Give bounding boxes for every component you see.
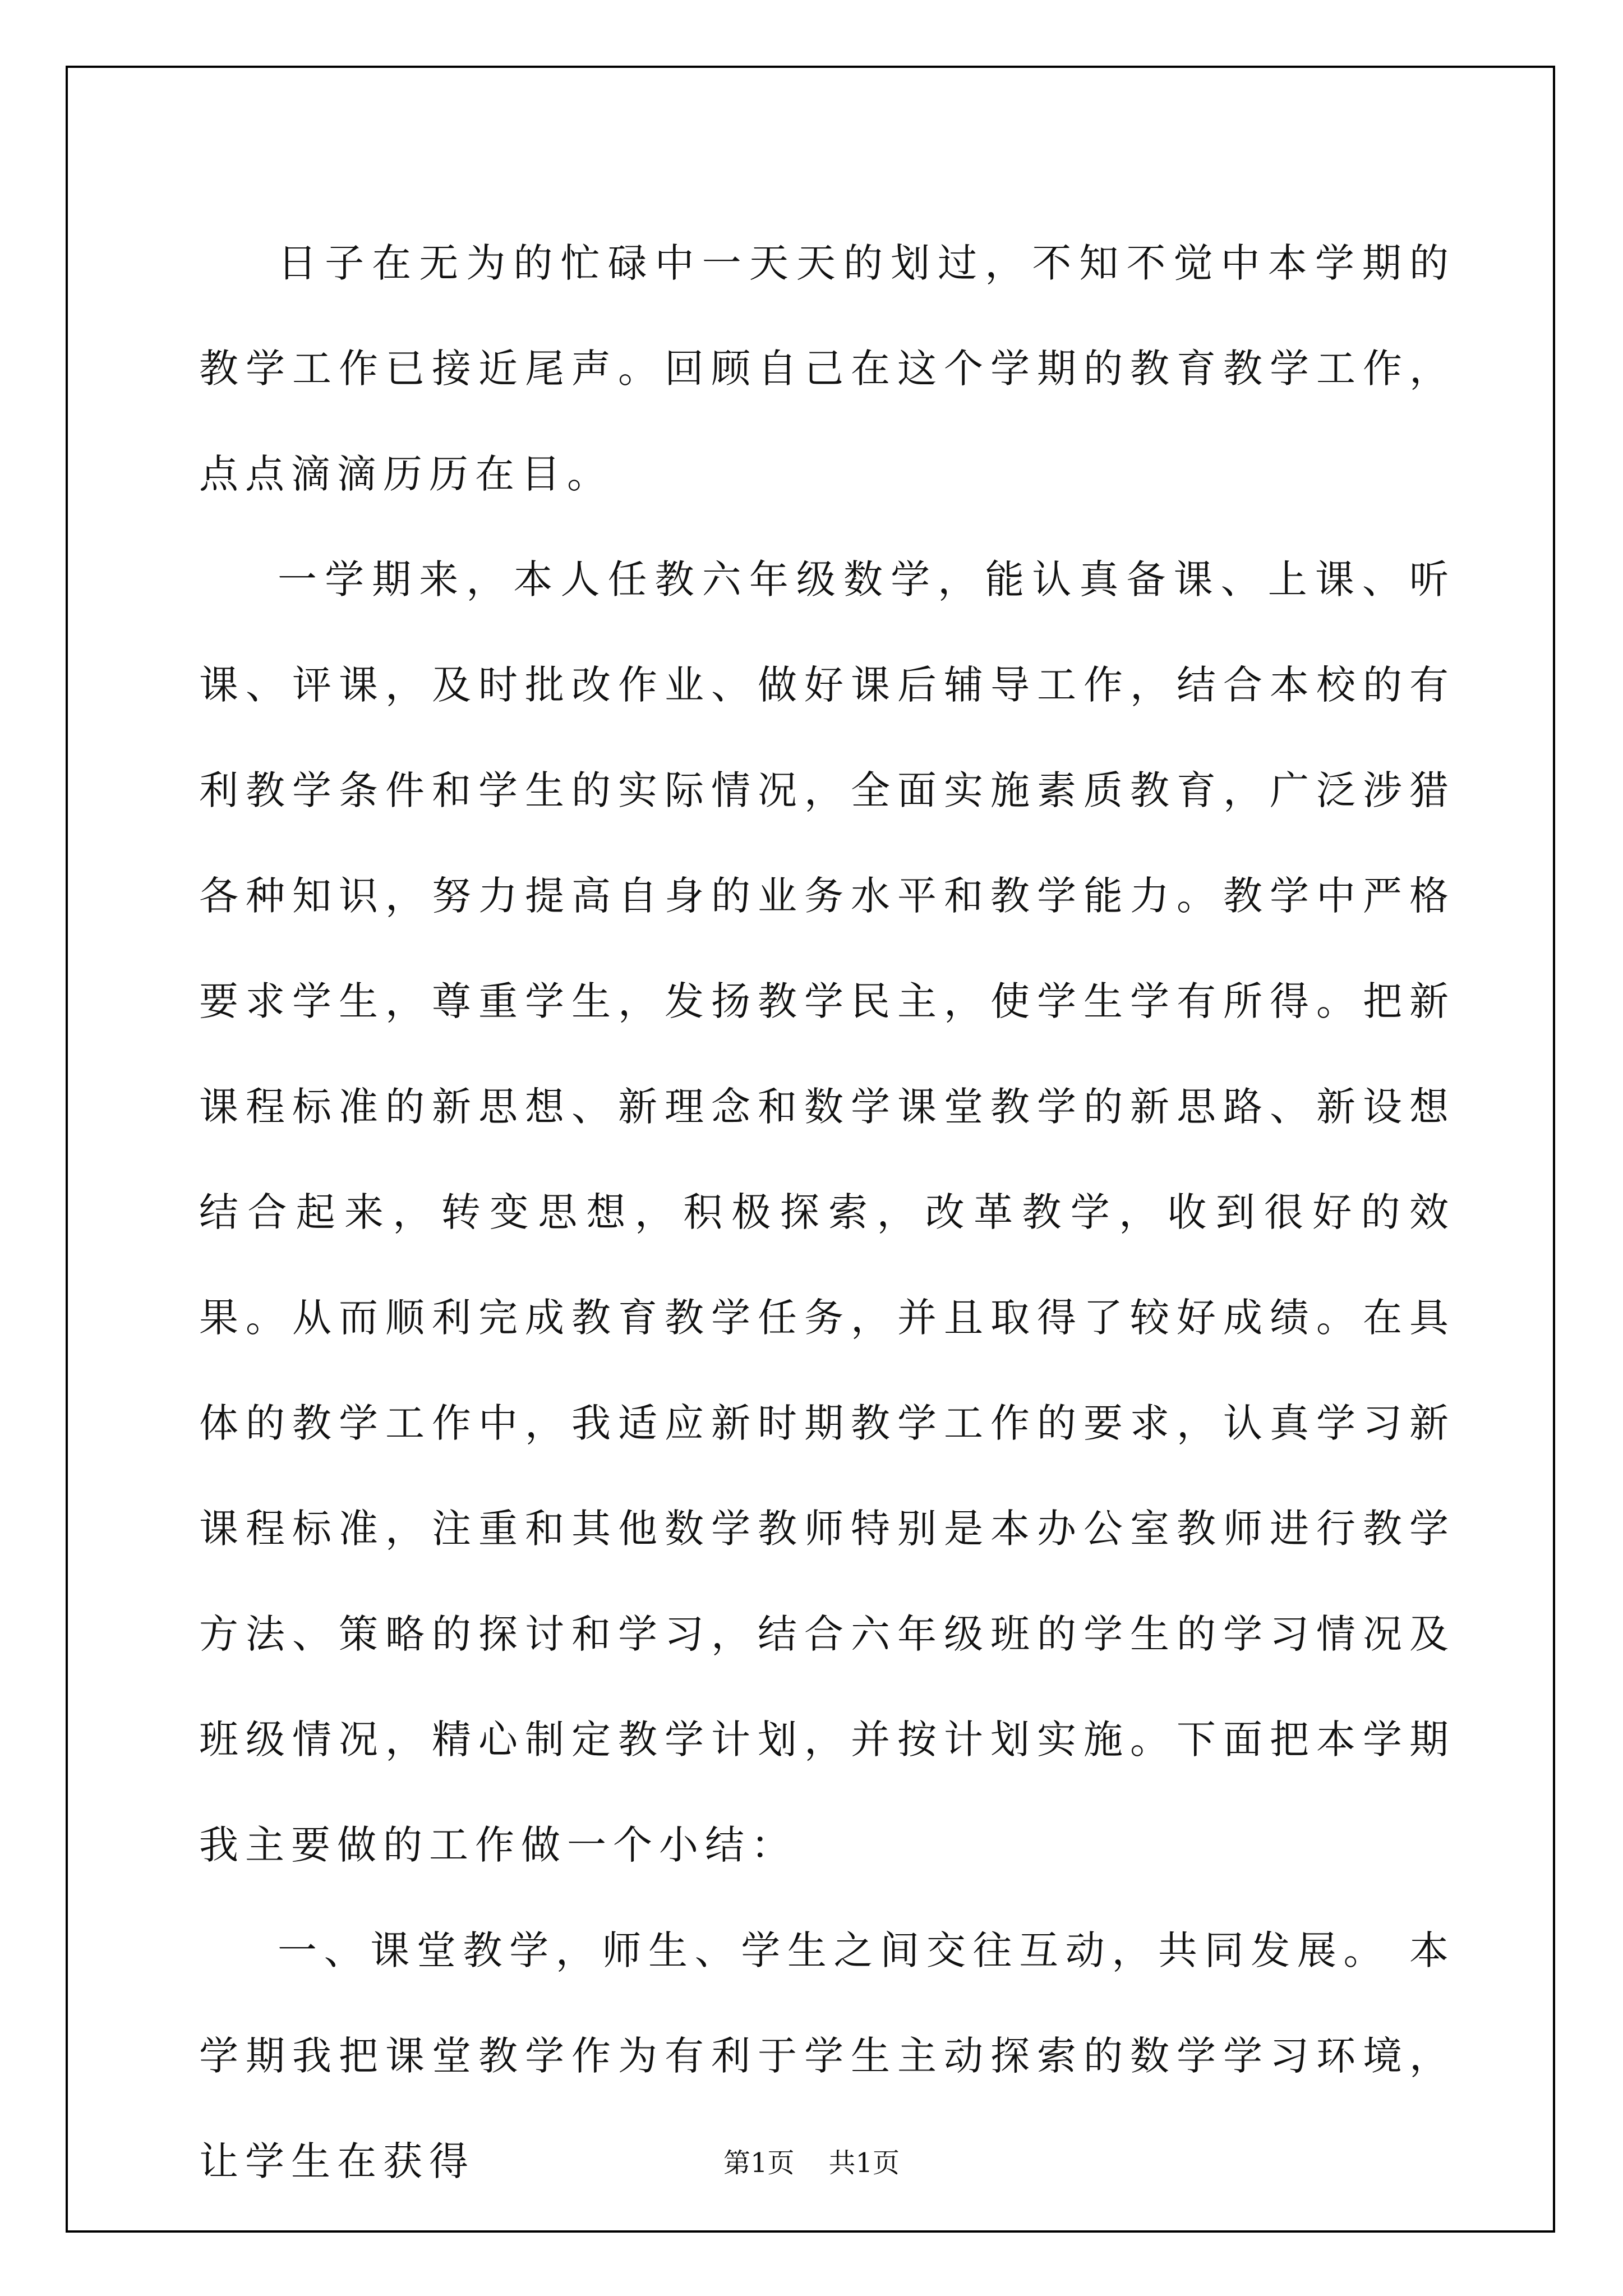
paragraph-intro: 日子在无为的忙碌中一天天的划过，不知不觉中本学期的教学工作已接近尾声。回顾自己在这个学期的教育教学工作，点点滴滴历历在目。	[199, 240, 1455, 497]
page-number-footer: 第1页 共1页	[723, 2147, 900, 2179]
document-body	[199, 210, 1455, 2214]
paragraph-summary: 一学期来，本人任教六年级数学，能认真备课、上课、听课、评课，及时批改作业、做好课后辅导工作，结合本校的有利教学条件和学生的实际情况，全面实施素质教育，广泛涉猎各种知识，努力提高自身的业务水平和教学能力。教学中严格要求学生，尊重学生，发扬教学民主，使学生学有所得。把新课程标准的新思想、新理念和数学课堂教学的新思路、新设想结合起来，转变思想，积极探索，改革教学，收到很好的效果。从而顺利完成教育教学任务，并且取得了较好成绩。在具体的教学工作中，我适应新时期教学工作的要求，认真学习新课程标准，注重和其他数学教师特别是本办公室教师进行教学方法、策略的探讨和学习，结合六年级班的学生的学习情况及班级情况，精心制定教学计划，并按计划实施。下面把本学期我主要做的工作做一个小结：	[199, 556, 1455, 1868]
paragraph-section-one: 一、课堂教学，师生、学生之间交往互动，共同发展。 本学期我把课堂教学作为有利于学生主动探索的数学学习环境，让学生在获得	[199, 1927, 1455, 2184]
